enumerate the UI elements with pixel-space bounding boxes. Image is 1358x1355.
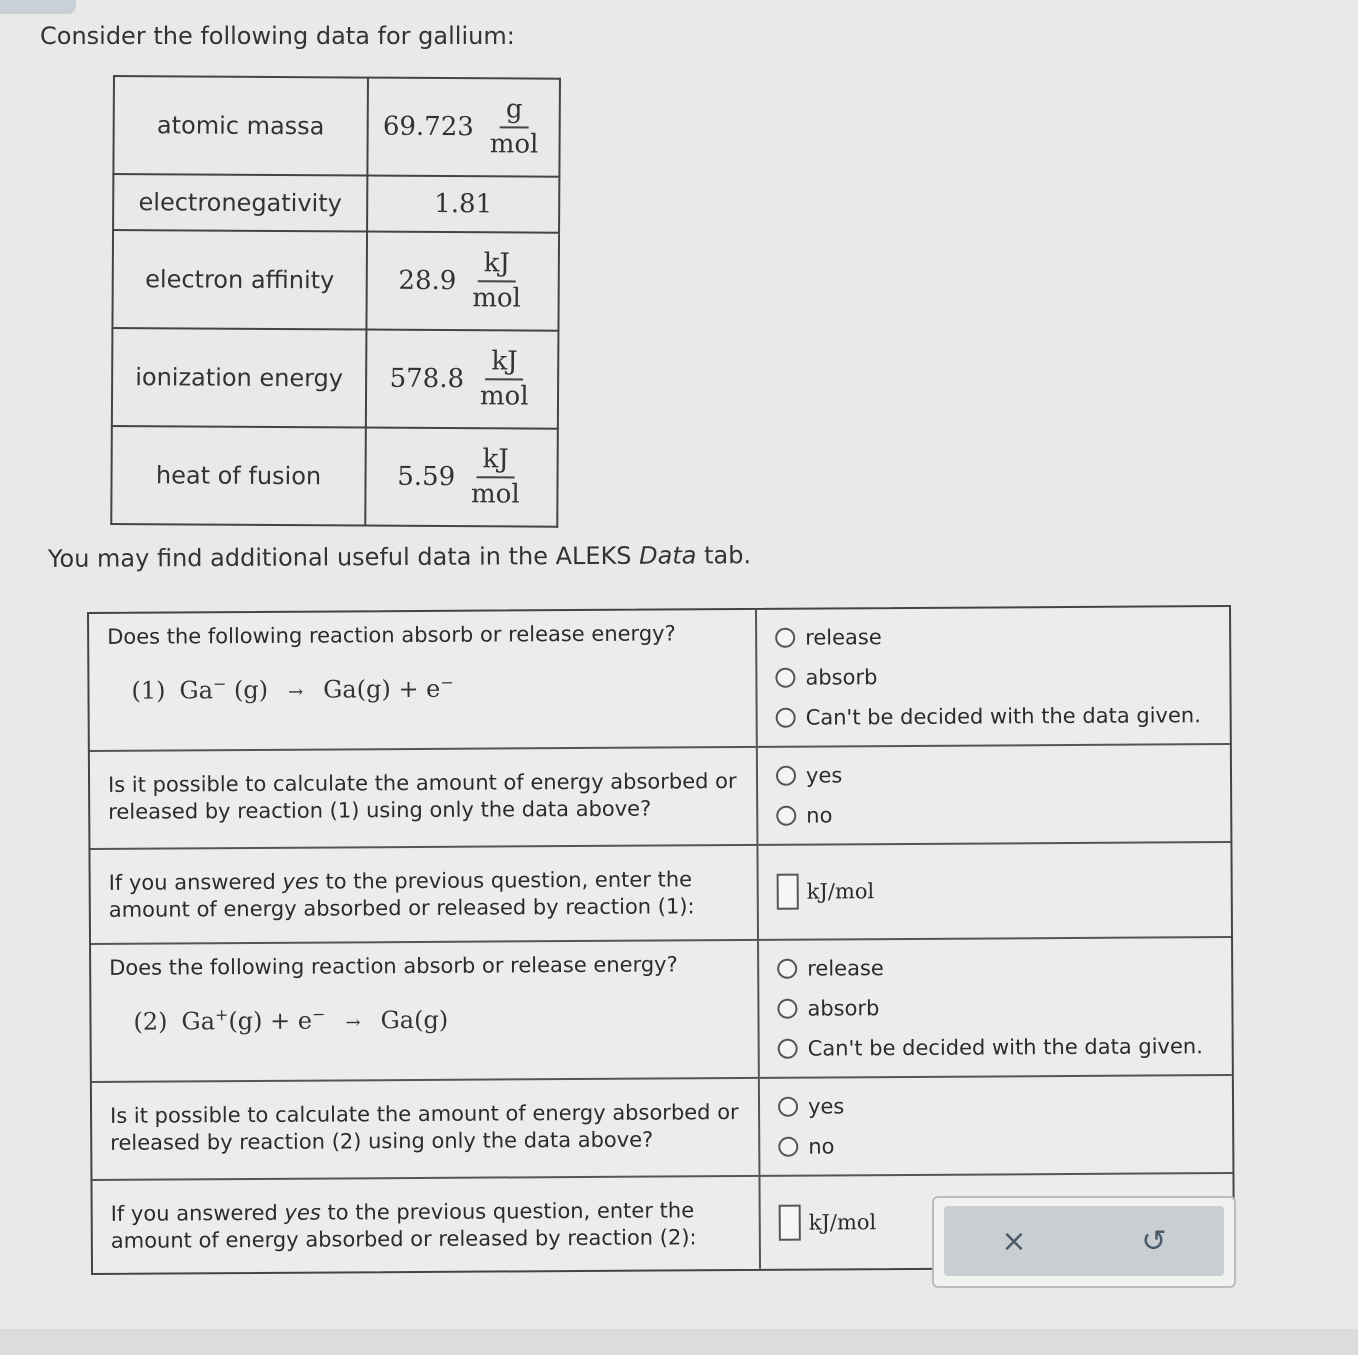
option-cant-decide[interactable]: Can't be decided with the data given. bbox=[778, 1026, 1214, 1069]
property-value-cell bbox=[366, 330, 559, 429]
property-name: atomic massa bbox=[113, 76, 368, 176]
question-prompt: Does the following reaction absorb or release energy? (2) Ga+(g) + e− → Ga(g) bbox=[91, 940, 760, 1080]
unit-fraction bbox=[474, 348, 535, 412]
radio-button[interactable] bbox=[777, 998, 797, 1018]
question-prompt: If you answered yes to the previous question, enter the amount of energy absorbed or released by reaction (2): bbox=[92, 1176, 761, 1273]
question-row-possible-2 bbox=[92, 1076, 1233, 1181]
option-no[interactable]: no bbox=[778, 1124, 1214, 1167]
answer-entry bbox=[758, 843, 1231, 938]
arrow-icon: → bbox=[345, 1012, 361, 1034]
data-tab-link[interactable]: Data bbox=[639, 541, 697, 570]
question-prompt: Is it possible to calculate the amount of energy absorbed or released by reaction (2) using only the data above? bbox=[92, 1078, 761, 1178]
gallium-data-table bbox=[110, 75, 561, 528]
unit-label: kJ/mol bbox=[806, 879, 875, 904]
table-row bbox=[112, 230, 559, 331]
action-panel bbox=[932, 1196, 1236, 1288]
question-prompt: If you answered yes to the previous question, enter the amount of energy absorbed or released by reaction (1): bbox=[90, 846, 759, 943]
property-name: ionization energy bbox=[112, 328, 367, 428]
unit-numerator: g bbox=[500, 96, 529, 129]
unit-denominator: mol bbox=[479, 381, 529, 412]
radio-button[interactable] bbox=[776, 806, 796, 826]
radio-button[interactable] bbox=[777, 958, 797, 978]
property-name: electron affinity bbox=[112, 230, 367, 330]
option-absorb[interactable]: absorb bbox=[777, 986, 1213, 1029]
unit-numerator: kJ bbox=[485, 348, 523, 381]
table-row bbox=[111, 426, 558, 527]
energy-input-1[interactable] bbox=[777, 874, 799, 910]
unit-fraction bbox=[466, 250, 527, 314]
answer-options bbox=[757, 607, 1230, 746]
reaction-1-equation: (1) Ga− (g) → Ga(g) + e− bbox=[131, 673, 454, 706]
property-value-cell bbox=[366, 232, 559, 331]
table-row bbox=[113, 174, 559, 233]
radio-button[interactable] bbox=[778, 1136, 798, 1156]
radio-button[interactable] bbox=[778, 1096, 798, 1116]
question-row-possible-1 bbox=[90, 745, 1231, 850]
property-name: heat of fusion bbox=[111, 426, 366, 526]
question-row-reaction-2 bbox=[91, 938, 1232, 1083]
unit-denominator: mol bbox=[470, 479, 520, 510]
arrow-icon: → bbox=[288, 681, 304, 704]
reaction-2-equation: (2) Ga+(g) + e− → Ga(g) bbox=[133, 1004, 449, 1036]
question-prompt: Is it possible to calculate the amount of energy absorbed or released by reaction (1) using only the data above? bbox=[90, 748, 759, 848]
unit-denominator: mol bbox=[489, 129, 539, 160]
question-grid bbox=[87, 605, 1235, 1275]
unit-fraction bbox=[465, 446, 526, 510]
question-row-enter-1 bbox=[90, 843, 1231, 945]
option-release[interactable]: release bbox=[775, 615, 1211, 658]
intro-text: Consider the following data for gallium: bbox=[40, 22, 515, 50]
unit-label: kJ/mol bbox=[808, 1210, 877, 1235]
data-tab-note: You may find additional useful data in the ALEKS Data tab. bbox=[47, 541, 752, 573]
unit-fraction bbox=[484, 96, 545, 160]
unit-numerator: kJ bbox=[476, 446, 514, 479]
property-value: 578.8 bbox=[389, 363, 465, 395]
radio-button[interactable] bbox=[775, 628, 795, 648]
option-release[interactable]: release bbox=[777, 946, 1213, 989]
energy-input-2[interactable] bbox=[779, 1205, 801, 1241]
answer-options bbox=[759, 938, 1232, 1077]
property-value: 28.9 bbox=[398, 265, 457, 297]
action-bar bbox=[944, 1206, 1224, 1276]
radio-button[interactable] bbox=[776, 708, 796, 728]
top-tab[interactable] bbox=[0, 0, 76, 14]
property-value: 5.59 bbox=[397, 461, 456, 493]
bottom-strip bbox=[0, 1329, 1358, 1355]
question-row-reaction-1 bbox=[89, 607, 1230, 752]
property-value: 1.81 bbox=[367, 176, 559, 233]
option-cant-decide[interactable]: Can't be decided with the data given. bbox=[776, 695, 1212, 738]
option-absorb[interactable]: absorb bbox=[775, 655, 1211, 698]
answer-options bbox=[760, 1076, 1233, 1175]
property-value-cell bbox=[365, 428, 558, 527]
clear-button[interactable]: × bbox=[1001, 1223, 1027, 1259]
table-row bbox=[112, 328, 559, 429]
undo-icon[interactable]: ↺ bbox=[1141, 1223, 1167, 1259]
option-yes[interactable]: yes bbox=[776, 753, 1212, 796]
unit-numerator: kJ bbox=[478, 250, 516, 283]
table-row bbox=[113, 76, 560, 177]
radio-button[interactable] bbox=[776, 766, 796, 786]
property-value: 69.723 bbox=[382, 111, 474, 143]
answer-options bbox=[758, 745, 1231, 844]
radio-button[interactable] bbox=[778, 1038, 798, 1058]
question-prompt: Does the following reaction absorb or release energy? (1) Ga− (g) → Ga(g) + e− bbox=[89, 610, 758, 750]
property-name: electronegativity bbox=[113, 174, 367, 232]
option-yes[interactable]: yes bbox=[778, 1084, 1214, 1127]
radio-button[interactable] bbox=[775, 668, 795, 688]
option-no[interactable]: no bbox=[776, 793, 1212, 836]
unit-denominator: mol bbox=[472, 283, 521, 314]
property-value-cell bbox=[367, 78, 560, 177]
